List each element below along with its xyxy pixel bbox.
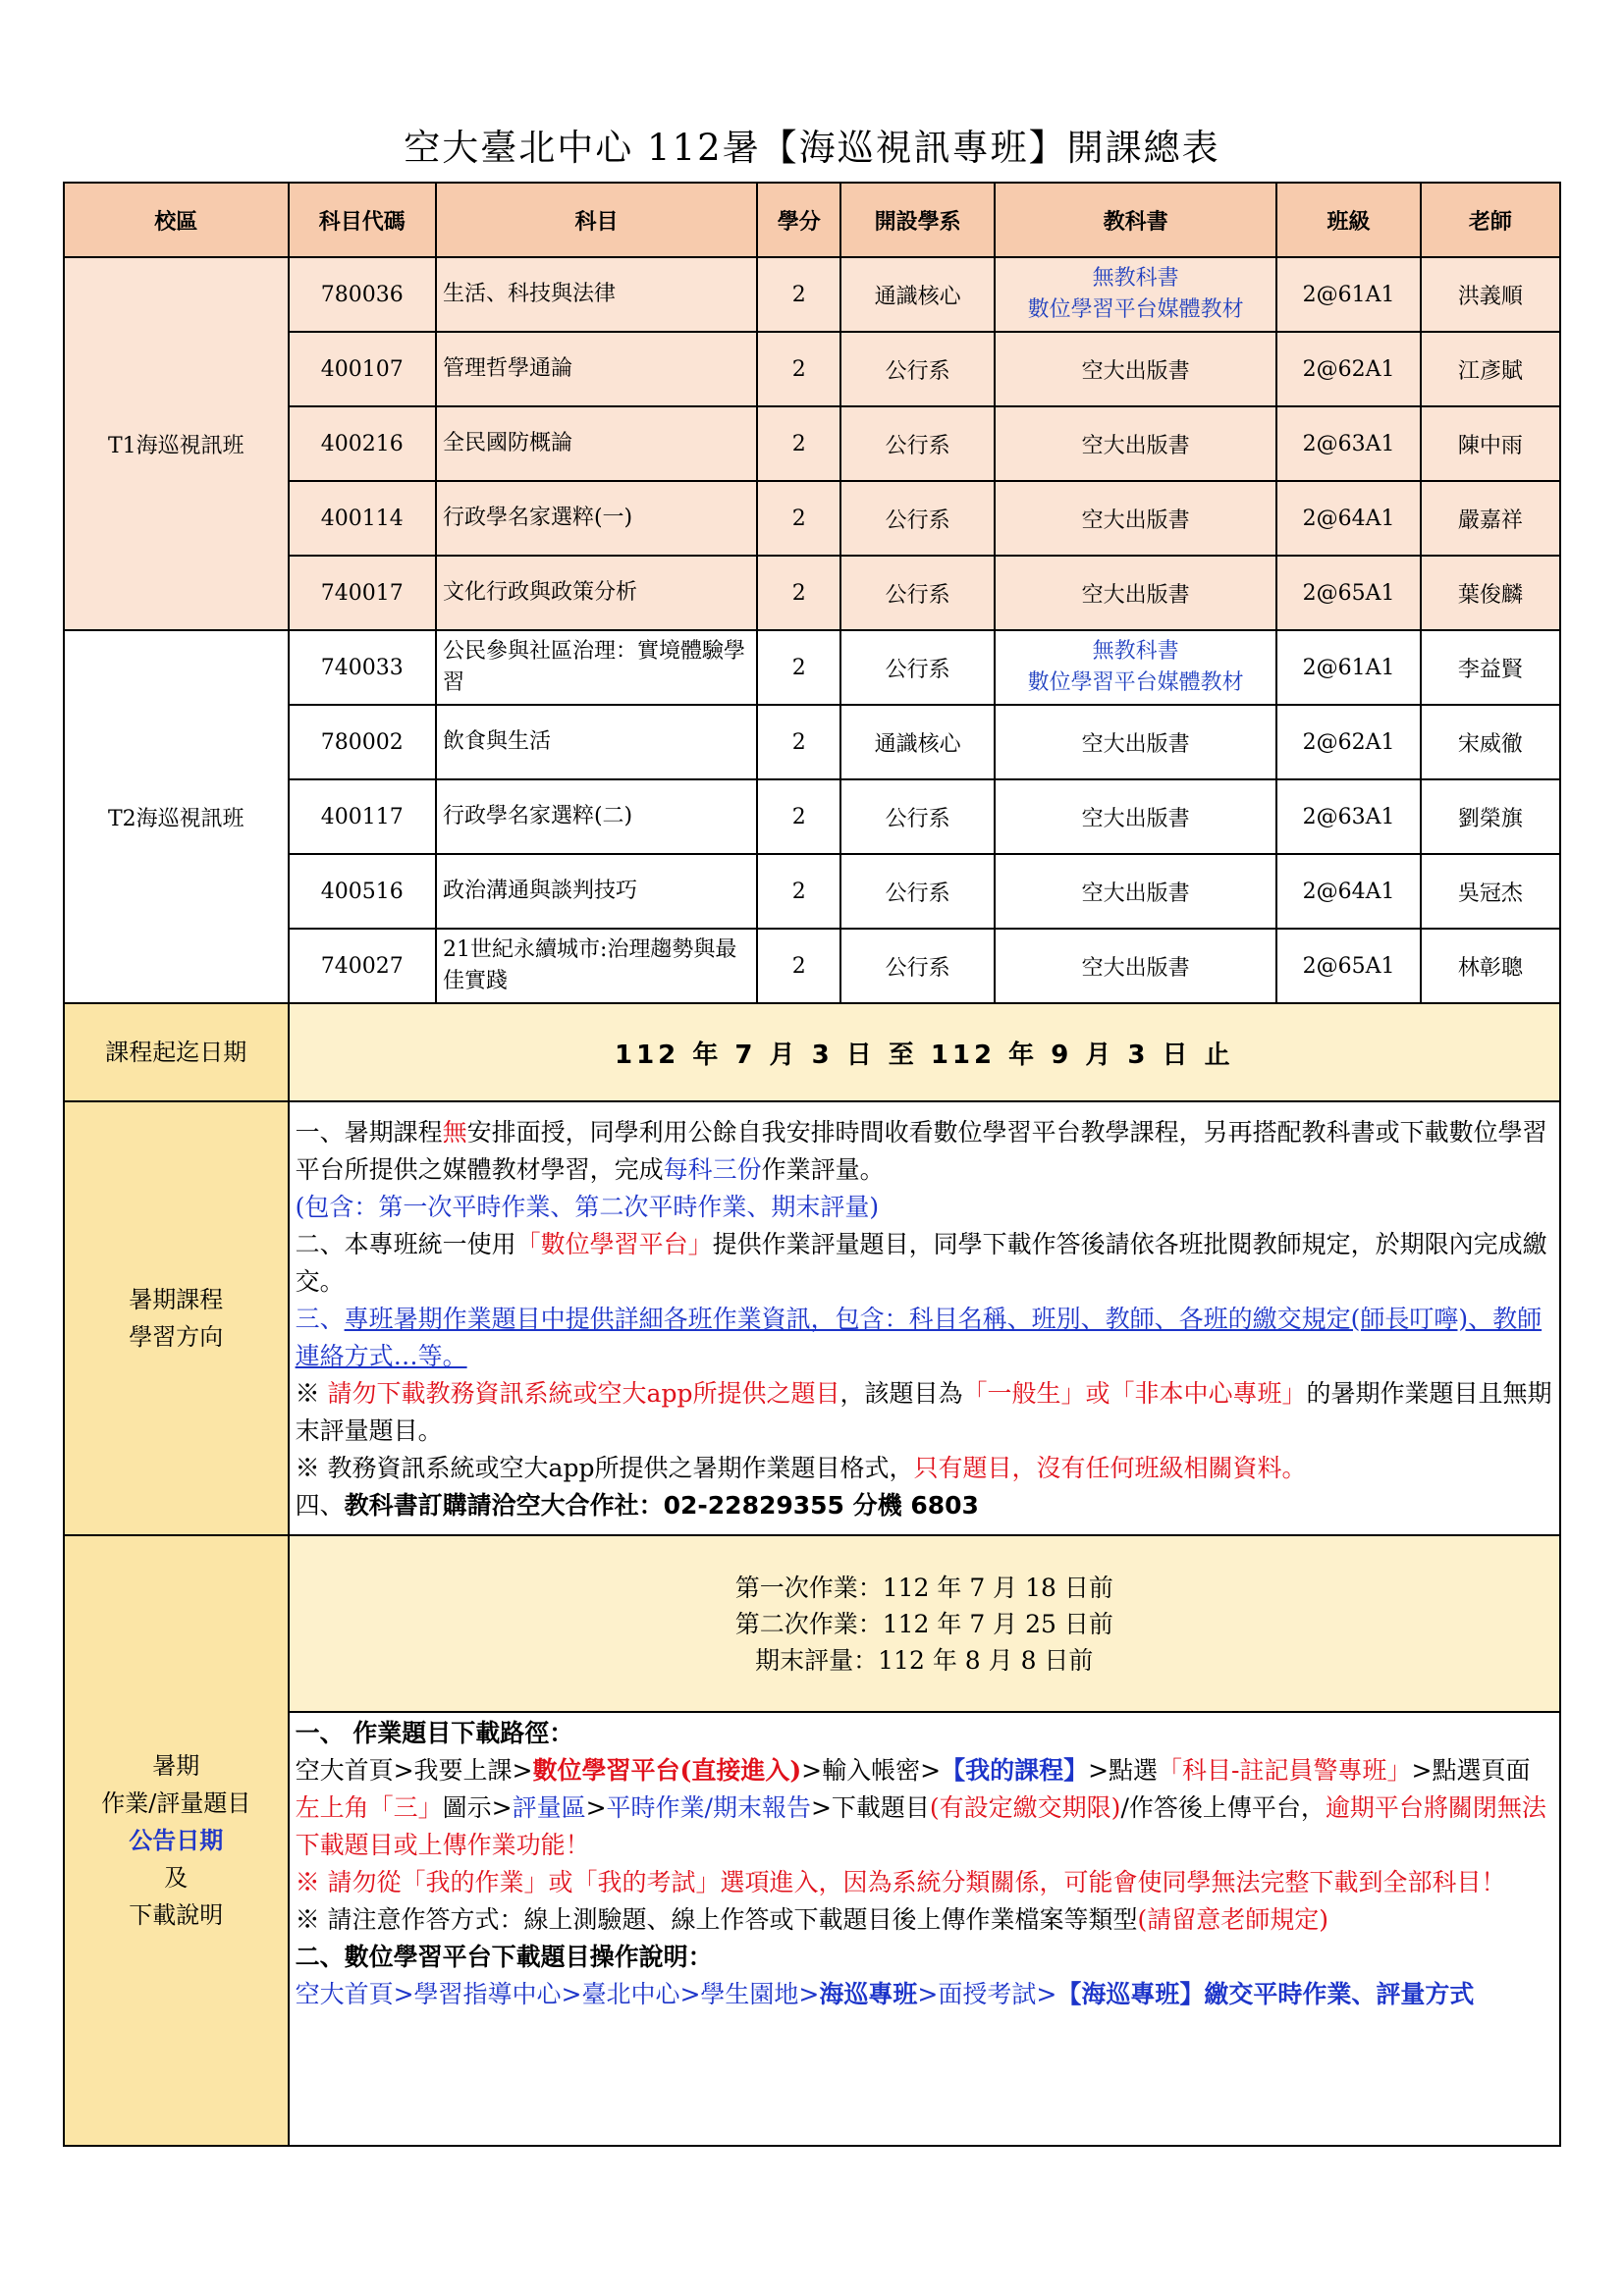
teacher-cell: 宋威徹: [1421, 705, 1560, 779]
code-cell: 780002: [289, 705, 436, 779]
homework-label-line: 作業/評量題目: [101, 1789, 251, 1817]
book-cell: 空大出版書: [995, 406, 1277, 481]
credit-cell: 2: [757, 779, 840, 854]
homework-dates-row: [64, 1535, 1560, 1712]
campus-cell: T1海巡視訊班: [64, 257, 289, 630]
header-code: 科目代碼: [289, 183, 436, 257]
class-cell: 2@64A1: [1276, 854, 1420, 929]
dept-cell: 公行系: [840, 779, 994, 854]
dept-cell: 公行系: [840, 556, 994, 630]
note-1-detail: (包含：第一次平時作業、第二次平時作業、期末評量): [295, 1193, 880, 1221]
table-row: [64, 406, 1560, 481]
subject-cell: 管理哲學通論: [436, 332, 757, 406]
book-cell: [995, 630, 1277, 705]
table-row: [64, 556, 1560, 630]
teacher-cell: 林彰聰: [1421, 929, 1560, 1003]
table-row: [64, 332, 1560, 406]
class-cell: 2@65A1: [1276, 929, 1420, 1003]
direction-label: [64, 1101, 289, 1535]
dept-cell: 公行系: [840, 481, 994, 556]
table-row: [64, 929, 1560, 1003]
teacher-cell: 李益賢: [1421, 630, 1560, 705]
code-cell: 740027: [289, 929, 436, 1003]
code-cell: 400114: [289, 481, 436, 556]
period-value: 112 年 7 月 3 日 至 112 年 9 月 3 日 止: [289, 1003, 1560, 1101]
table-row: [64, 779, 1560, 854]
direction-row: [64, 1101, 1560, 1535]
code-cell: 740033: [289, 630, 436, 705]
header-book: 教科書: [995, 183, 1277, 257]
teacher-cell: 嚴嘉祥: [1421, 481, 1560, 556]
answer-method-note: ※ 請注意作答方式：線上測驗題、線上作答或下載題目後上傳作業檔案等類型(請留意老師規定): [295, 1905, 1329, 1934]
class-cell: 2@65A1: [1276, 556, 1420, 630]
note-1: 一、暑期課程無安排面授，同學利用公餘自我安排時間收看數位學習平台教學課程，另再搭配教科書或下載數位學習平台所提供之媒體教材學習，完成每科三份作業評量。: [295, 1118, 1547, 1184]
subject-cell: 全民國防概論: [436, 406, 757, 481]
header-subject: 科目: [436, 183, 757, 257]
teacher-cell: 江彥賦: [1421, 332, 1560, 406]
dept-cell: 公行系: [840, 332, 994, 406]
dept-cell: 公行系: [840, 929, 994, 1003]
code-cell: 740017: [289, 556, 436, 630]
teacher-cell: 吳冠杰: [1421, 854, 1560, 929]
download-warning: ※ 請勿從「我的作業」或「我的考試」選項進入，因為系統分類關係，可能會使同學無法完整下載到全部科目！: [295, 1868, 1506, 1896]
book-cell: 空大出版書: [995, 779, 1277, 854]
homework-label: [64, 1535, 289, 2146]
header-dept: 開設學系: [840, 183, 994, 257]
direction-label-line: 學習方向: [129, 1323, 224, 1351]
subject-cell: 政治溝通與談判技巧: [436, 854, 757, 929]
class-cell: 2@62A1: [1276, 332, 1420, 406]
subject-cell: 公民參與社區治理：實境體驗學習: [436, 630, 757, 705]
subject-cell: 行政學名家選粹(一): [436, 481, 757, 556]
note-warning-1: ※ 請勿下載教務資訊系統或空大app所提供之題目，該題目為「一般生」或「非本中心專班」的暑期作業題目且無期末評量題目。: [295, 1379, 1552, 1445]
book-line: 數位學習平台媒體教材: [1027, 670, 1244, 695]
book-cell: 空大出版書: [995, 854, 1277, 929]
download-path-title: 一、 作業題目下載路徑：: [295, 1719, 574, 1747]
table-row: [64, 630, 1560, 705]
subject-cell: 21世紀永續城市:治理趨勢與最佳實踐: [436, 929, 757, 1003]
credit-cell: 2: [757, 630, 840, 705]
credit-cell: 2: [757, 854, 840, 929]
credit-cell: 2: [757, 705, 840, 779]
homework-label-line: 下載說明: [129, 1901, 224, 1929]
homework-label-line: 及: [164, 1864, 189, 1892]
code-cell: 780036: [289, 257, 436, 332]
platform-guide-title: 二、數位學習平台下載題目操作說明：: [295, 1943, 713, 1971]
book-line: 無教科書: [1092, 266, 1179, 291]
header-row: [64, 183, 1560, 257]
credit-cell: 2: [757, 332, 840, 406]
note-3: 三、專班暑期作業題目中提供詳細各班作業資訊，包含：科目名稱、班別、教師、各班的繳交規定(師長叮嚀)、教師連絡方式…等。: [295, 1305, 1543, 1370]
credit-cell: 2: [757, 406, 840, 481]
page-title: 空大臺北中心 112暑【海巡視訊專班】開課總表: [404, 127, 1220, 169]
class-cell: 2@61A1: [1276, 630, 1420, 705]
class-cell: 2@63A1: [1276, 406, 1420, 481]
class-cell: 2@62A1: [1276, 705, 1420, 779]
subject-cell: 生活、科技與法律: [436, 257, 757, 332]
book-cell: [995, 257, 1277, 332]
book-line: 無教科書: [1092, 639, 1179, 664]
header-class: 班級: [1276, 183, 1420, 257]
dept-cell: 公行系: [840, 854, 994, 929]
table-row: [64, 257, 1560, 332]
header-campus: 校區: [64, 183, 289, 257]
period-row: [64, 1003, 1560, 1101]
subject-cell: 行政學名家選粹(二): [436, 779, 757, 854]
credit-cell: 2: [757, 257, 840, 332]
note-4: 四、教科書訂購請洽空大合作社：02-22829355 分機 6803: [295, 1491, 979, 1520]
book-line: 數位學習平台媒體教材: [1027, 297, 1244, 322]
subject-cell: 飲食與生活: [436, 705, 757, 779]
book-cell: 空大出版書: [995, 705, 1277, 779]
date-final-assessment: 期末評量：112 年 8 月 8 日前: [755, 1645, 1094, 1675]
dept-cell: 通識核心: [840, 257, 994, 332]
homework-label-line: 暑期: [152, 1752, 200, 1780]
table-row: [64, 854, 1560, 929]
period-label: 課程起迄日期: [64, 1003, 289, 1101]
header-teacher: 老師: [1421, 183, 1560, 257]
download-instructions: [289, 1712, 1560, 2146]
homework-download-row: [64, 1712, 1560, 2146]
credit-cell: 2: [757, 556, 840, 630]
dept-cell: 通識核心: [840, 705, 994, 779]
book-cell: 空大出版書: [995, 929, 1277, 1003]
platform-guide-path: 空大首頁>學習指導中心>臺北中心>學生園地>海巡專班>面授考試>【海巡專班】繳交平時作業、評量方式: [295, 1980, 1475, 2008]
table-row: [64, 481, 1560, 556]
campus-cell: T2海巡視訊班: [64, 630, 289, 1003]
dept-cell: 公行系: [840, 406, 994, 481]
subject-cell: 文化行政與政策分析: [436, 556, 757, 630]
note-2: 二、本專班統一使用「數位學習平台」提供作業評量題目，同學下載作答後請依各班批閱教師規定，於期限內完成繳交。: [295, 1230, 1547, 1296]
credit-cell: 2: [757, 929, 840, 1003]
note-warning-2: ※ 教務資訊系統或空大app所提供之暑期作業題目格式，只有題目，沒有任何班級相關資料。: [295, 1454, 1307, 1482]
book-cell: 空大出版書: [995, 481, 1277, 556]
header-credit: 學分: [757, 183, 840, 257]
direction-notes: [289, 1101, 1560, 1535]
course-table: [63, 182, 1561, 2147]
code-cell: 400216: [289, 406, 436, 481]
dept-cell: 公行系: [840, 630, 994, 705]
table-row: [64, 705, 1560, 779]
code-cell: 400117: [289, 779, 436, 854]
teacher-cell: 劉榮旗: [1421, 779, 1560, 854]
date-first-assignment: 第一次作業：112 年 7 月 18 日前: [734, 1573, 1113, 1602]
class-cell: 2@64A1: [1276, 481, 1420, 556]
homework-label-line: 公告日期: [129, 1826, 224, 1854]
teacher-cell: 洪義順: [1421, 257, 1560, 332]
book-cell: 空大出版書: [995, 332, 1277, 406]
download-path: 空大首頁>我要上課>數位學習平台(直接進入)>輸入帳密>【我的課程】>點選「科目-註記員警專班」>點選頁面左上角「三」圖示>評量區>平時作業/期末報告>下載題目(有設定繳交期限)/作答後上傳平台，逾期平台將關閉無法下載題目或上傳作業功能！: [295, 1756, 1546, 1859]
class-cell: 2@63A1: [1276, 779, 1420, 854]
code-cell: 400107: [289, 332, 436, 406]
code-cell: 400516: [289, 854, 436, 929]
teacher-cell: 陳中雨: [1421, 406, 1560, 481]
date-second-assignment: 第二次作業：112 年 7 月 25 日前: [734, 1609, 1113, 1638]
class-cell: 2@61A1: [1276, 257, 1420, 332]
direction-label-line: 暑期課程: [129, 1286, 224, 1313]
teacher-cell: 葉俊麟: [1421, 556, 1560, 630]
credit-cell: 2: [757, 481, 840, 556]
homework-dates: [289, 1535, 1560, 1712]
book-cell: 空大出版書: [995, 556, 1277, 630]
